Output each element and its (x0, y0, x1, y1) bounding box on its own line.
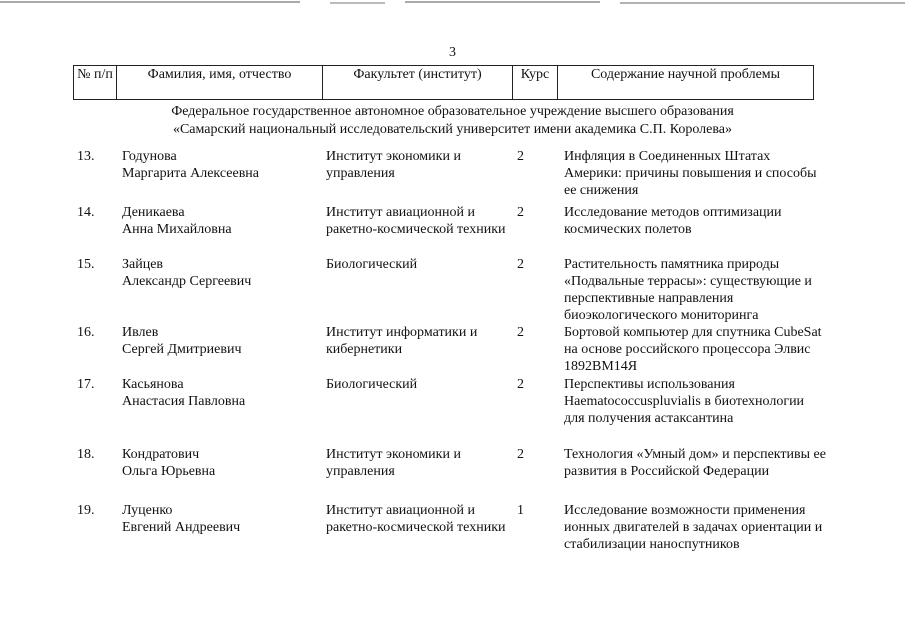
entry-number: 15. (77, 257, 95, 272)
table-row (0, 256, 905, 324)
entry-name (122, 502, 322, 536)
entry-course: 2 (517, 205, 524, 220)
entry-course: 2 (517, 377, 524, 392)
entry-course: 2 (517, 257, 524, 272)
entry-number: 16. (77, 325, 95, 340)
entry-given-name: Маргарита Алексеевна (122, 166, 260, 181)
header-topic: Содержание научной проблемы (558, 66, 814, 100)
entry-given-name: Александр Сергеевич (122, 274, 252, 289)
entry-course: 2 (517, 325, 524, 340)
entry-given-name: Ольга Юрьевна (122, 464, 216, 479)
entry-surname: Кондратович (122, 447, 200, 462)
table-row (0, 148, 905, 204)
entry-number: 17. (77, 377, 95, 392)
entry-name (122, 446, 322, 480)
entry-course: 2 (517, 447, 524, 462)
entry-topic: Исследование возможности применения ионных двигателей в задачах ориентации и стабилизации наноспутников (564, 503, 823, 552)
institution-line-2: «Самарский национальный исследовательский университет имени академика С.П. Королева» (172, 122, 733, 137)
entry-name (122, 324, 322, 358)
entry-topic: Растительность памятника природы «Подвальные террасы»: существующие и перспективные направления биоэкологического мониторинга (564, 257, 812, 323)
entry-number: 13. (77, 149, 95, 164)
entry-topic: Технология «Умный дом» и перспективы ее развития в Российской Федерации (564, 447, 826, 479)
header-name: Фамилия, имя, отчество (117, 66, 323, 100)
entry-faculty: Институт информатики и кибернетики (326, 325, 478, 357)
entry-faculty: Биологический (326, 257, 418, 272)
entry-name (122, 376, 322, 410)
page-number: 3 (449, 45, 456, 60)
entry-surname: Ивлев (122, 325, 159, 340)
entry-number: 18. (77, 447, 95, 462)
entry-faculty: Институт авиационной и ракетно-космической техники (326, 503, 506, 535)
table-row (0, 324, 905, 376)
entry-given-name: Сергей Дмитриевич (122, 342, 242, 357)
header-course: Курс (513, 66, 558, 100)
institution-line-1: Федеральное государственное автономное образовательное учреждение высшего образования (171, 104, 734, 119)
scan-edge-lines (0, 0, 905, 8)
entry-faculty: Институт экономики и управления (326, 149, 461, 181)
entry-number: 14. (77, 205, 95, 220)
table-row (0, 376, 905, 446)
entry-name (122, 256, 322, 290)
entry-surname: Луценко (122, 503, 173, 518)
entry-surname: Зайцев (122, 257, 164, 272)
header-faculty: Факультет (институт) (323, 66, 513, 100)
header-num: № п/п (74, 66, 117, 100)
entry-faculty: Институт авиационной и ракетно-космической техники (326, 205, 506, 237)
entry-given-name: Евгений Андреевич (122, 520, 241, 535)
entry-given-name: Анна Михайловна (122, 222, 232, 237)
entry-faculty: Институт экономики и управления (326, 447, 461, 479)
table-row (0, 446, 905, 502)
table-row (0, 204, 905, 256)
entry-topic: Исследование методов оптимизации космических полетов (564, 205, 782, 237)
entry-topic: Инфляция в Соединенных Штатах Америки: причины повышения и способы ее снижения (564, 149, 817, 198)
entries-list (0, 148, 905, 572)
entry-given-name: Анастасия Павловна (122, 394, 246, 409)
entry-topic: Перспективы использования Haematococcuspluvialis в биотехнологии для получения астаксантина (564, 377, 805, 426)
entry-course: 2 (517, 149, 524, 164)
entry-name (122, 204, 322, 238)
entry-number: 19. (77, 503, 95, 518)
entry-course: 1 (517, 503, 524, 518)
entry-name (122, 148, 322, 182)
institution-heading (0, 103, 905, 139)
entry-surname: Годунова (122, 149, 177, 164)
table-row (0, 502, 905, 572)
entry-surname: Касьянова (122, 377, 184, 392)
entry-faculty: Биологический (326, 377, 418, 392)
entry-surname: Деникаева (122, 205, 185, 220)
table-header (73, 65, 814, 100)
entry-topic: Бортовой компьютер для спутника CubeSat на основе российского процессора Элвис 1892ВМ14Я (564, 325, 822, 374)
